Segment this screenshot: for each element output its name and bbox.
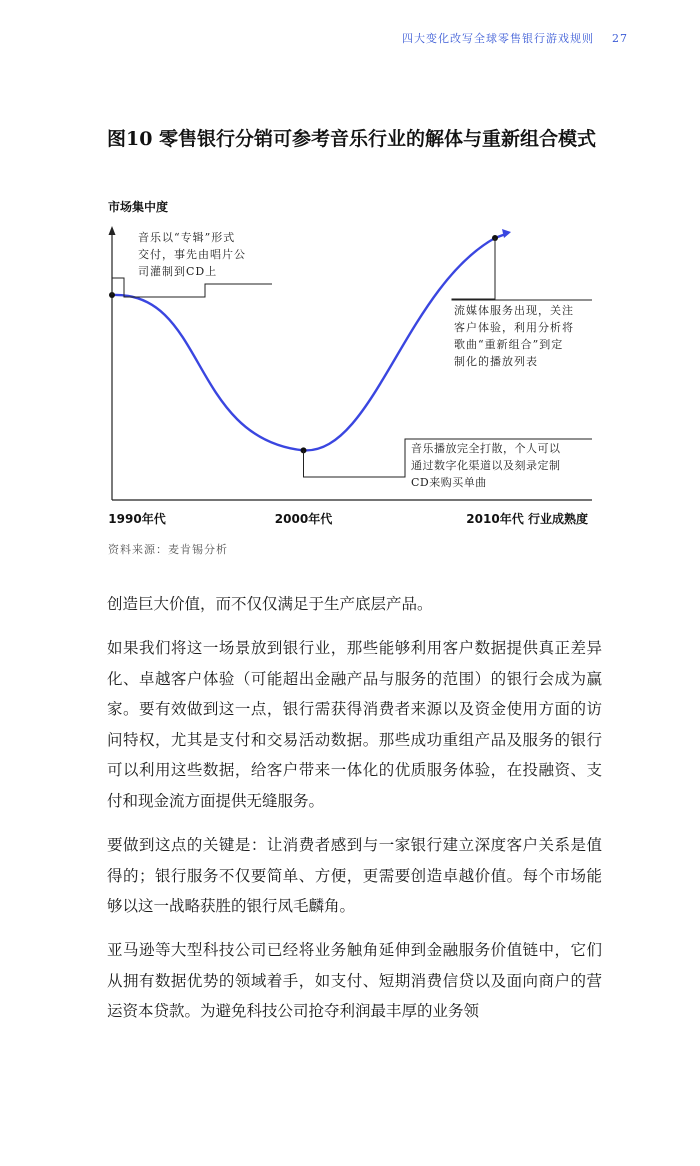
y-axis-label: 市场集中度 — [108, 200, 169, 214]
paragraph-4: 亚马逊等大型科技公司已经将业务触角延伸到金融服务价值链中，它们从拥有数据优势的领域着手，如支付、短期消费信贷以及面向商户的营运资本贷款。为避免科技公司抢夺利润最丰厚的业务领 — [107, 941, 602, 1020]
x-axis-label: 行业成熟度 — [527, 512, 588, 526]
callout-text: 制化的播放列表 — [454, 355, 538, 368]
callout-connector — [452, 238, 592, 300]
callout-text: 司灌制到CD上 — [138, 265, 218, 278]
x-tick-label: 2010年代 — [466, 512, 524, 526]
paragraph-2: 如果我们将这一场景放到银行业，那些能够利用客户数据提供真正差异化、卓越客户体验（可能超出金融产品与服务的范围）的银行会成为赢家。要有效做到这一点，银行需获得消费者来源以及资金使用方面的访问特权，尤其是支付和交易活动数据。那些成功重组产品及服务的银行可以利用这些数据，给客户带来一体化的优质服务体验，在投融资、支付和现金流方面提供无缝服务。 — [107, 639, 602, 810]
paragraph-3: 要做到这点的关键是：让消费者感到与一家银行建立深度客户关系是值得的；银行服务不仅要简单、方便，更需要创造卓越价值。每个市场能够以这一战略获胜的银行凤毛麟角。 — [107, 836, 602, 915]
callout-text: CD来购买单曲 — [411, 476, 487, 489]
callout-text: 音乐播放完全打散，个人可以 — [411, 442, 561, 455]
chart-svg — [100, 190, 610, 535]
figure-source: 资料来源：麦肯锡分析 — [108, 543, 228, 556]
callout-text: 客户体验，利用分析将 — [454, 321, 574, 334]
running-header — [402, 30, 628, 46]
callout-text: 流媒体服务出现，关注 — [454, 304, 574, 317]
x-tick-label: 1990年代 — [108, 512, 166, 526]
callout-text: 歌曲“重新组合”到定 — [454, 338, 564, 351]
callout-text: 交付，事先由唱片公 — [138, 248, 246, 261]
y-axis-arrow-icon — [109, 226, 116, 235]
figure-title: 图10 零售银行分销可参考音乐行业的解体与重新组合模式 — [107, 128, 597, 150]
x-tick-label: 2000年代 — [274, 512, 333, 526]
paragraph-1: 创造巨大价值，而不仅仅满足于生产底层产品。 — [107, 595, 433, 613]
page-number: 27 — [612, 32, 628, 45]
callout-text: 通过数字化渠道以及刻录定制 — [411, 459, 561, 472]
callout-connector — [112, 278, 272, 297]
curve-arrowhead-icon — [502, 229, 511, 238]
chart — [100, 190, 610, 535]
running-title: 四大变化改写全球零售银行游戏规则 — [402, 32, 594, 45]
callout-text: 音乐以“专辑”形式 — [138, 231, 236, 244]
